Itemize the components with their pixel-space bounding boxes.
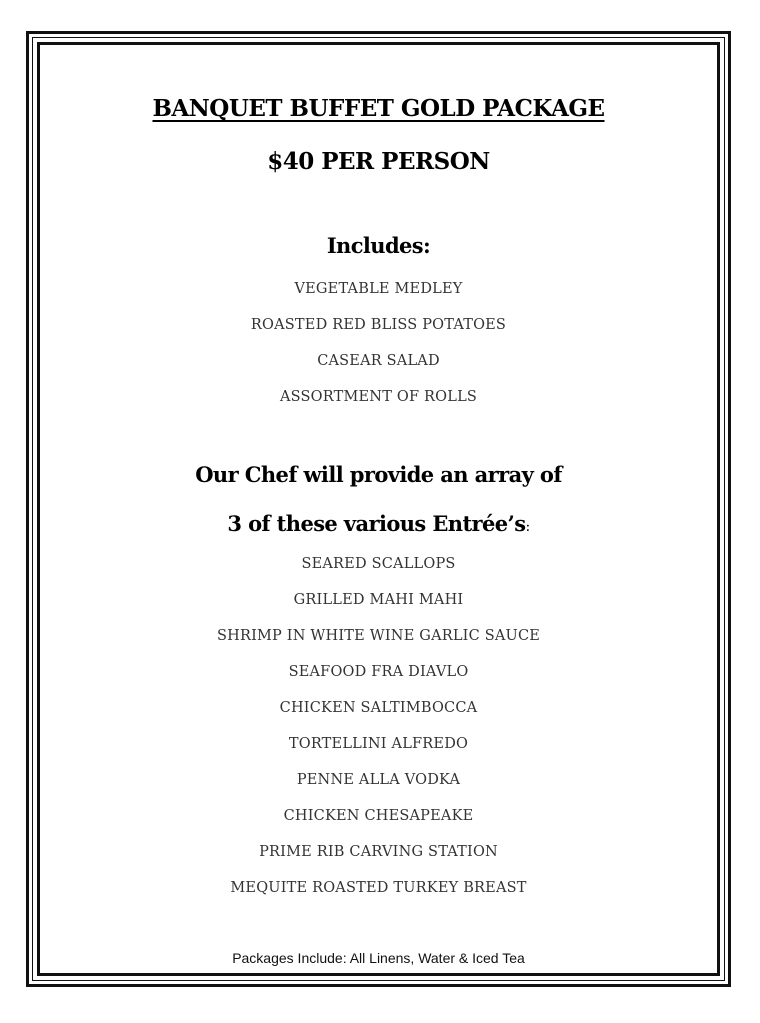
entrees-list (40, 554, 717, 914)
footer-note: Packages Include: All Linens, Water & Iced Tea (232, 950, 525, 966)
list-item: CHICKEN SALTIMBOCCA (279, 700, 478, 716)
list-item: CASEAR SALAD (317, 353, 440, 369)
list-item: GRILLED MAHI MAHI (293, 592, 464, 608)
list-item: MEQUITE ROASTED TURKEY BREAST (230, 880, 527, 896)
entrees-heading-line2 (40, 511, 717, 536)
menu-content (40, 45, 717, 973)
list-item: ROASTED RED BLISS POTATOES (250, 317, 507, 333)
package-title: BANQUET BUFFET GOLD PACKAGE (152, 95, 605, 122)
list-item: SEAFOOD FRA DIAVLO (288, 664, 469, 680)
includes-list (40, 279, 717, 423)
package-price: $40 PER PERSON (267, 148, 490, 175)
entrees-heading-colon: : (525, 519, 530, 535)
includes-heading: Includes: (326, 233, 431, 258)
entrees-heading-text: 3 of these various Entrée’s (227, 511, 526, 536)
list-item: PENNE ALLA VODKA (296, 772, 461, 788)
list-item: TORTELLINI ALFREDO (288, 736, 469, 752)
entrees-heading-line1: Our Chef will provide an array of (195, 462, 562, 487)
list-item: VEGETABLE MEDLEY (294, 281, 463, 297)
list-item: SHRIMP IN WHITE WINE GARLIC SAUCE (216, 628, 541, 644)
list-item: CHICKEN CHESAPEAKE (283, 808, 474, 824)
list-item: ASSORTMENT OF ROLLS (279, 389, 478, 405)
list-item: PRIME RIB CARVING STATION (259, 844, 498, 860)
list-item: SEARED SCALLOPS (301, 556, 456, 572)
